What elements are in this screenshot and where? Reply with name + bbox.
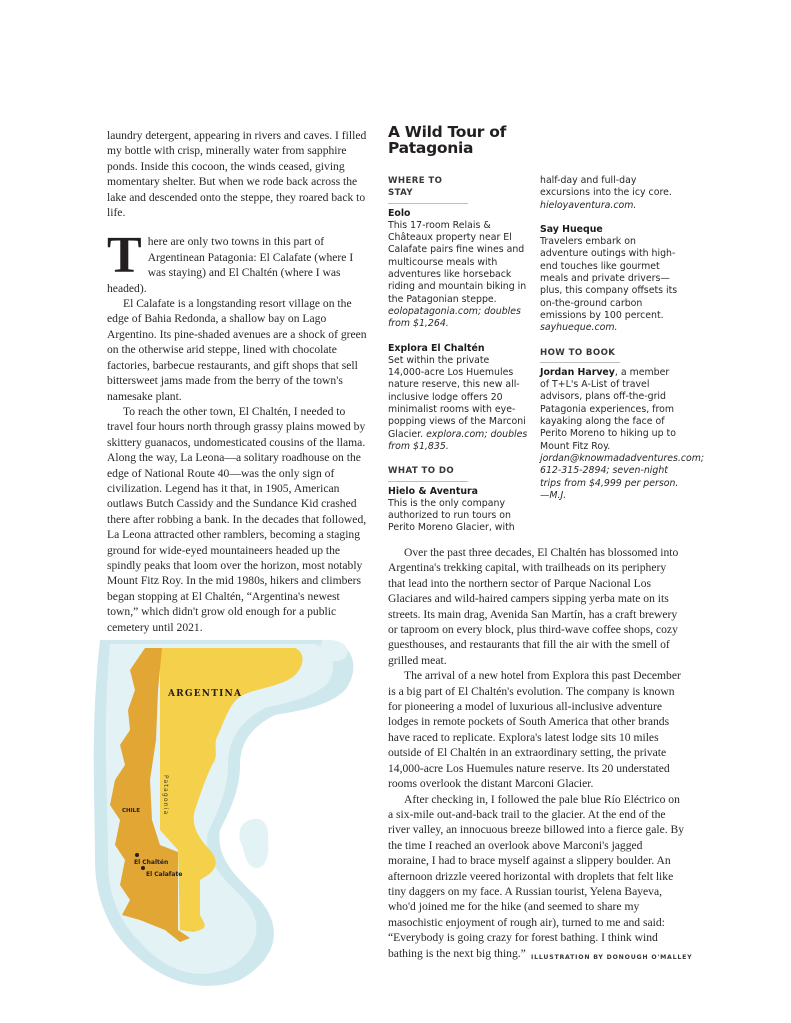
rio-electrico-paragraph: After checking in, I followed the pale blue Río Eléctrico on a six-mile out-and-back trail to the glacier. At the end of the river valley, an innocuous breeze billowed into a fierce gale. By the time I reached an overlook above Marconi's jagged moraine, I had to brace myself against a slippery boulder. An afternoon drizzle veered horizontal with droplets that felt like tiny daggers on my face. A Russian tourist, Yelena Bayeva, who'd joined me for the hike (and seemed to share my masochistic enjoyment of rough air), turned to me and said: “Everybody is going crazy for forest bathing. I think wind bathing is the next big thing.”: [388, 792, 685, 960]
map-label-el-chalten: El Chaltén: [134, 859, 169, 866]
trekking-capital-paragraph: Over the past three decades, El Chaltén has blossomed into Argentina's trekking capital, with trailheads on its periphery that lead into the northern sector of Parque Nacional Los Glaciares and wild-haired campers sipping yerba mate on its streets. Its main drag, Avenida San Martín, has a craft brewery or taproom on every block, plus third-wave coffee shops, cozy guesthouses, and restaurants that fill the air with the smell of grilled meat.: [388, 546, 679, 667]
illustration-credit: ILLUSTRATION BY DONOUGH O'MALLEY: [531, 954, 693, 961]
listing-info: sayhueque.com.: [540, 322, 618, 334]
listing-info: hieloyaventura.com.: [540, 199, 637, 211]
el-chalten-marker: [135, 853, 139, 857]
listing-info: eolopatagonia.com; doubles from $1,264.: [388, 305, 521, 330]
listing-name: Explora El Chaltén: [388, 342, 485, 354]
listing-say-hueque: [540, 224, 680, 335]
continuation-paragraph: laundry detergent, appearing in rivers and caves. I filled my bottle with crisp, minerally water from sapphire ponds. Inside this cocoon, the winds ceased, giving momentary shelter. But when we rode back across the lake and descended onto the steppe, they roared back to life.: [107, 129, 367, 220]
right-article-column: [388, 545, 686, 961]
drop-cap: T: [107, 227, 142, 285]
listing-eolo: [388, 208, 528, 331]
section-heading-where-to-stay: WHERE TO STAY: [388, 175, 468, 204]
opening-paragraph: [107, 227, 369, 296]
map-falklands: [239, 819, 268, 868]
sidebar-column-2: [540, 175, 705, 504]
map-label-patagonia: Patagonia: [162, 775, 169, 816]
left-article-column: [107, 128, 369, 635]
advisor-name: Jordan Harvey: [540, 366, 615, 378]
how-to-book-section: [540, 347, 705, 503]
map-label-chile: CHILE: [122, 808, 140, 814]
el-calafate-marker: [141, 866, 145, 870]
patagonia-map: [90, 630, 380, 1010]
section-heading-what-to-do: WHAT TO DO: [388, 465, 468, 481]
listing-explora: [388, 343, 528, 454]
listing-body: Travelers embark on adventure outings with high-end touches like gourmet meals and private drivers—plus, this company offsets its on-the-ground carbon emissions by 100 percent.: [540, 236, 678, 321]
advisor-info: jordan@knowmadadventures.com; 612-315-2894; seven-night trips from $4,999 per person. —M.J.: [540, 452, 705, 501]
listing-name: Say Hueque: [540, 223, 603, 235]
where-to-stay-section: [388, 175, 528, 453]
explora-paragraph: The arrival of a new hotel from Explora this past December is a big part of El Chaltén's evolution. The company is known for pioneering a model of luxurious all-inclusive adventure lodges in remote pockets of South America that other brands have raced to replicate. Explora's latest lodge sits 10 miles outside of El Chaltén in an extraordinary setting, the private 14,000-acre Los Huemules nature reserve. Its 20 understated rooms overlook the distant Marconi Glacier.: [388, 669, 681, 791]
el-chalten-paragraph: To reach the other town, El Chaltén, I needed to travel four hours north through grassy plains mowed by skittery guanacos, undomesticated cousins of the llama. Along the way, La Leona—a solitary roadhouse on the edge of National Route 40—was the only sign of civilization. Legend has it that, in 1905, American outlaws Butch Cassidy and the Sundance Kid crashed there after robbing a bank. In the decades that followed, La Leona attracted other ramblers, becoming a staging ground for wide-eyed mountaineers headed up the spindly peaks that loom over the horizon, most notably Mount Fitz Roy. In the mid 1980s, hikers and climbers began stopping at El Chaltén, “Argentina's newest town,” which didn't grow old enough for a public cemetery until 2021.: [107, 404, 367, 634]
listing-info: explora.com; doubles from $1,835.: [388, 428, 528, 452]
listing-body: half-day and full-day excursions into the icy core.: [540, 175, 672, 199]
listing-name: Hielo & Aventura: [388, 485, 478, 497]
listing-body: This is the only company authorized to run tours on Perito Moreno Glacier, with: [388, 497, 515, 534]
listing-hielo-aventura: [388, 486, 528, 535]
sidebar-title: A Wild Tour of Patagonia: [388, 123, 507, 157]
listing-body: Set within the private 14,000-acre Los Huemules nature reserve, this new all-inclusive lodge offers 20 minimalist rooms with eye-popping views of the Marconi Glacier.: [388, 354, 526, 440]
listing-body: This 17-room Relais & Châteaux property near El Calafate pairs fine wines and multicourse meals with adventures like horseback riding and mountain biking in the Patagonian steppe.: [388, 219, 527, 305]
section-heading-how-to-book: HOW TO BOOK: [540, 347, 620, 363]
sidebar-column-1: [388, 175, 528, 547]
advisor-body: , a member of T+L's A-List of travel advisors, plans off-the-grid Patagonia experiences, from kayaking along the face of Perito Moreno to hiking up to Mount Fitz Roy.: [540, 366, 676, 452]
what-to-do-section: [388, 465, 528, 534]
opening-paragraph-text: here are only two towns in this part of Argentinean Patagonia: El Calafate (where I was staying) and El Chaltén (where I was headed).: [107, 235, 354, 295]
listing-jordan-harvey: [540, 366, 705, 502]
listing-hielo-aventura-continued: [540, 175, 680, 212]
listing-name: Eolo: [388, 207, 411, 219]
el-calafate-paragraph: El Calafate is a longstanding resort village on the edge of Bahia Redonda, a shallow bay on Lago Argentino. Its pine-shaded avenues are a shock of green on the otherwise arid steppe, lined with chocolate factories, barbecue restaurants, and gift shops that sell bittersweet jams made from the berry of the town's namesake plant.: [107, 297, 367, 403]
map-label-argentina: ARGENTINA: [168, 689, 243, 699]
map-label-el-calafate: El Calafate: [146, 871, 183, 878]
